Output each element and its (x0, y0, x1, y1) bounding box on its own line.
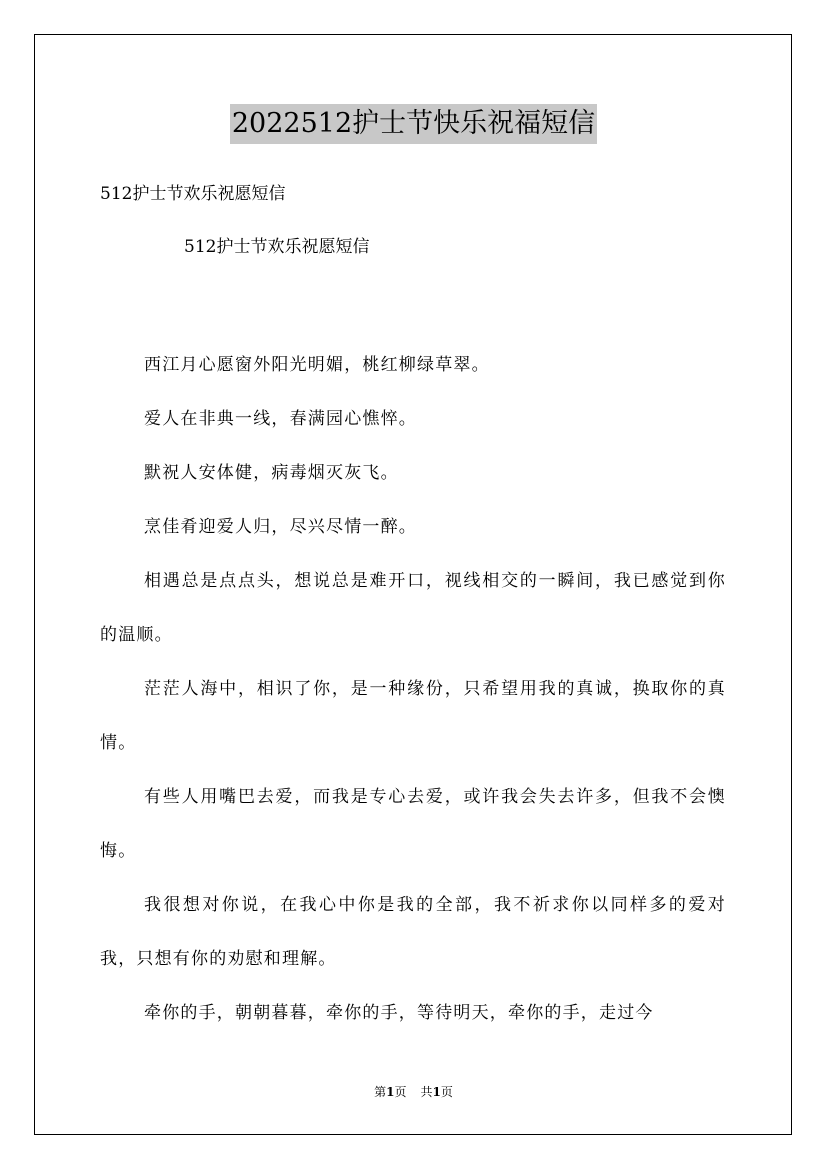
page-footer (0, 1083, 827, 1101)
page-suffix: 页 (394, 1085, 407, 1099)
page-prefix: 第 (374, 1085, 387, 1099)
paragraph: 默祝人安体健，病毒烟灭灰飞。 (144, 463, 399, 483)
document-title: 2022512护士节快乐祝福短信 (230, 104, 597, 144)
paragraph: 相遇总是点点头，想说总是难开口，视线相交的一瞬间，我已感觉到你的温顺。 (100, 571, 726, 645)
total-prefix: 共 (420, 1085, 433, 1099)
paragraph: 爱人在非典一线，春满园心憔悴。 (144, 409, 417, 429)
paragraph: 牵你的手，朝朝暮暮，牵你的手，等待明天，牵你的手，走过今 (144, 1003, 654, 1023)
page-number: 1 (386, 1085, 395, 1099)
total-pages: 1 (432, 1085, 441, 1099)
document-subtitle: 512护士节欢乐祝愿短信 (100, 184, 286, 204)
document-body (100, 338, 726, 1040)
title-container (0, 104, 827, 144)
document-subtitle-repeat: 512护士节欢乐祝愿短信 (184, 237, 370, 257)
paragraph: 我很想对你说，在我心中你是我的全部，我不祈求你以同样多的爱对我，只想有你的劝慰和理解。 (100, 895, 726, 969)
paragraph: 茫茫人海中，相识了你，是一种缘份，只希望用我的真诚，换取你的真情。 (100, 679, 726, 753)
paragraph: 有些人用嘴巴去爱，而我是专心去爱，或许我会失去许多，但我不会懊悔。 (100, 787, 726, 861)
paragraph: 西江月心愿窗外阳光明媚，桃红柳绿草翠。 (144, 355, 490, 375)
total-suffix: 页 (440, 1085, 453, 1099)
paragraph: 烹佳肴迎爱人归，尽兴尽情一醉。 (144, 517, 417, 537)
